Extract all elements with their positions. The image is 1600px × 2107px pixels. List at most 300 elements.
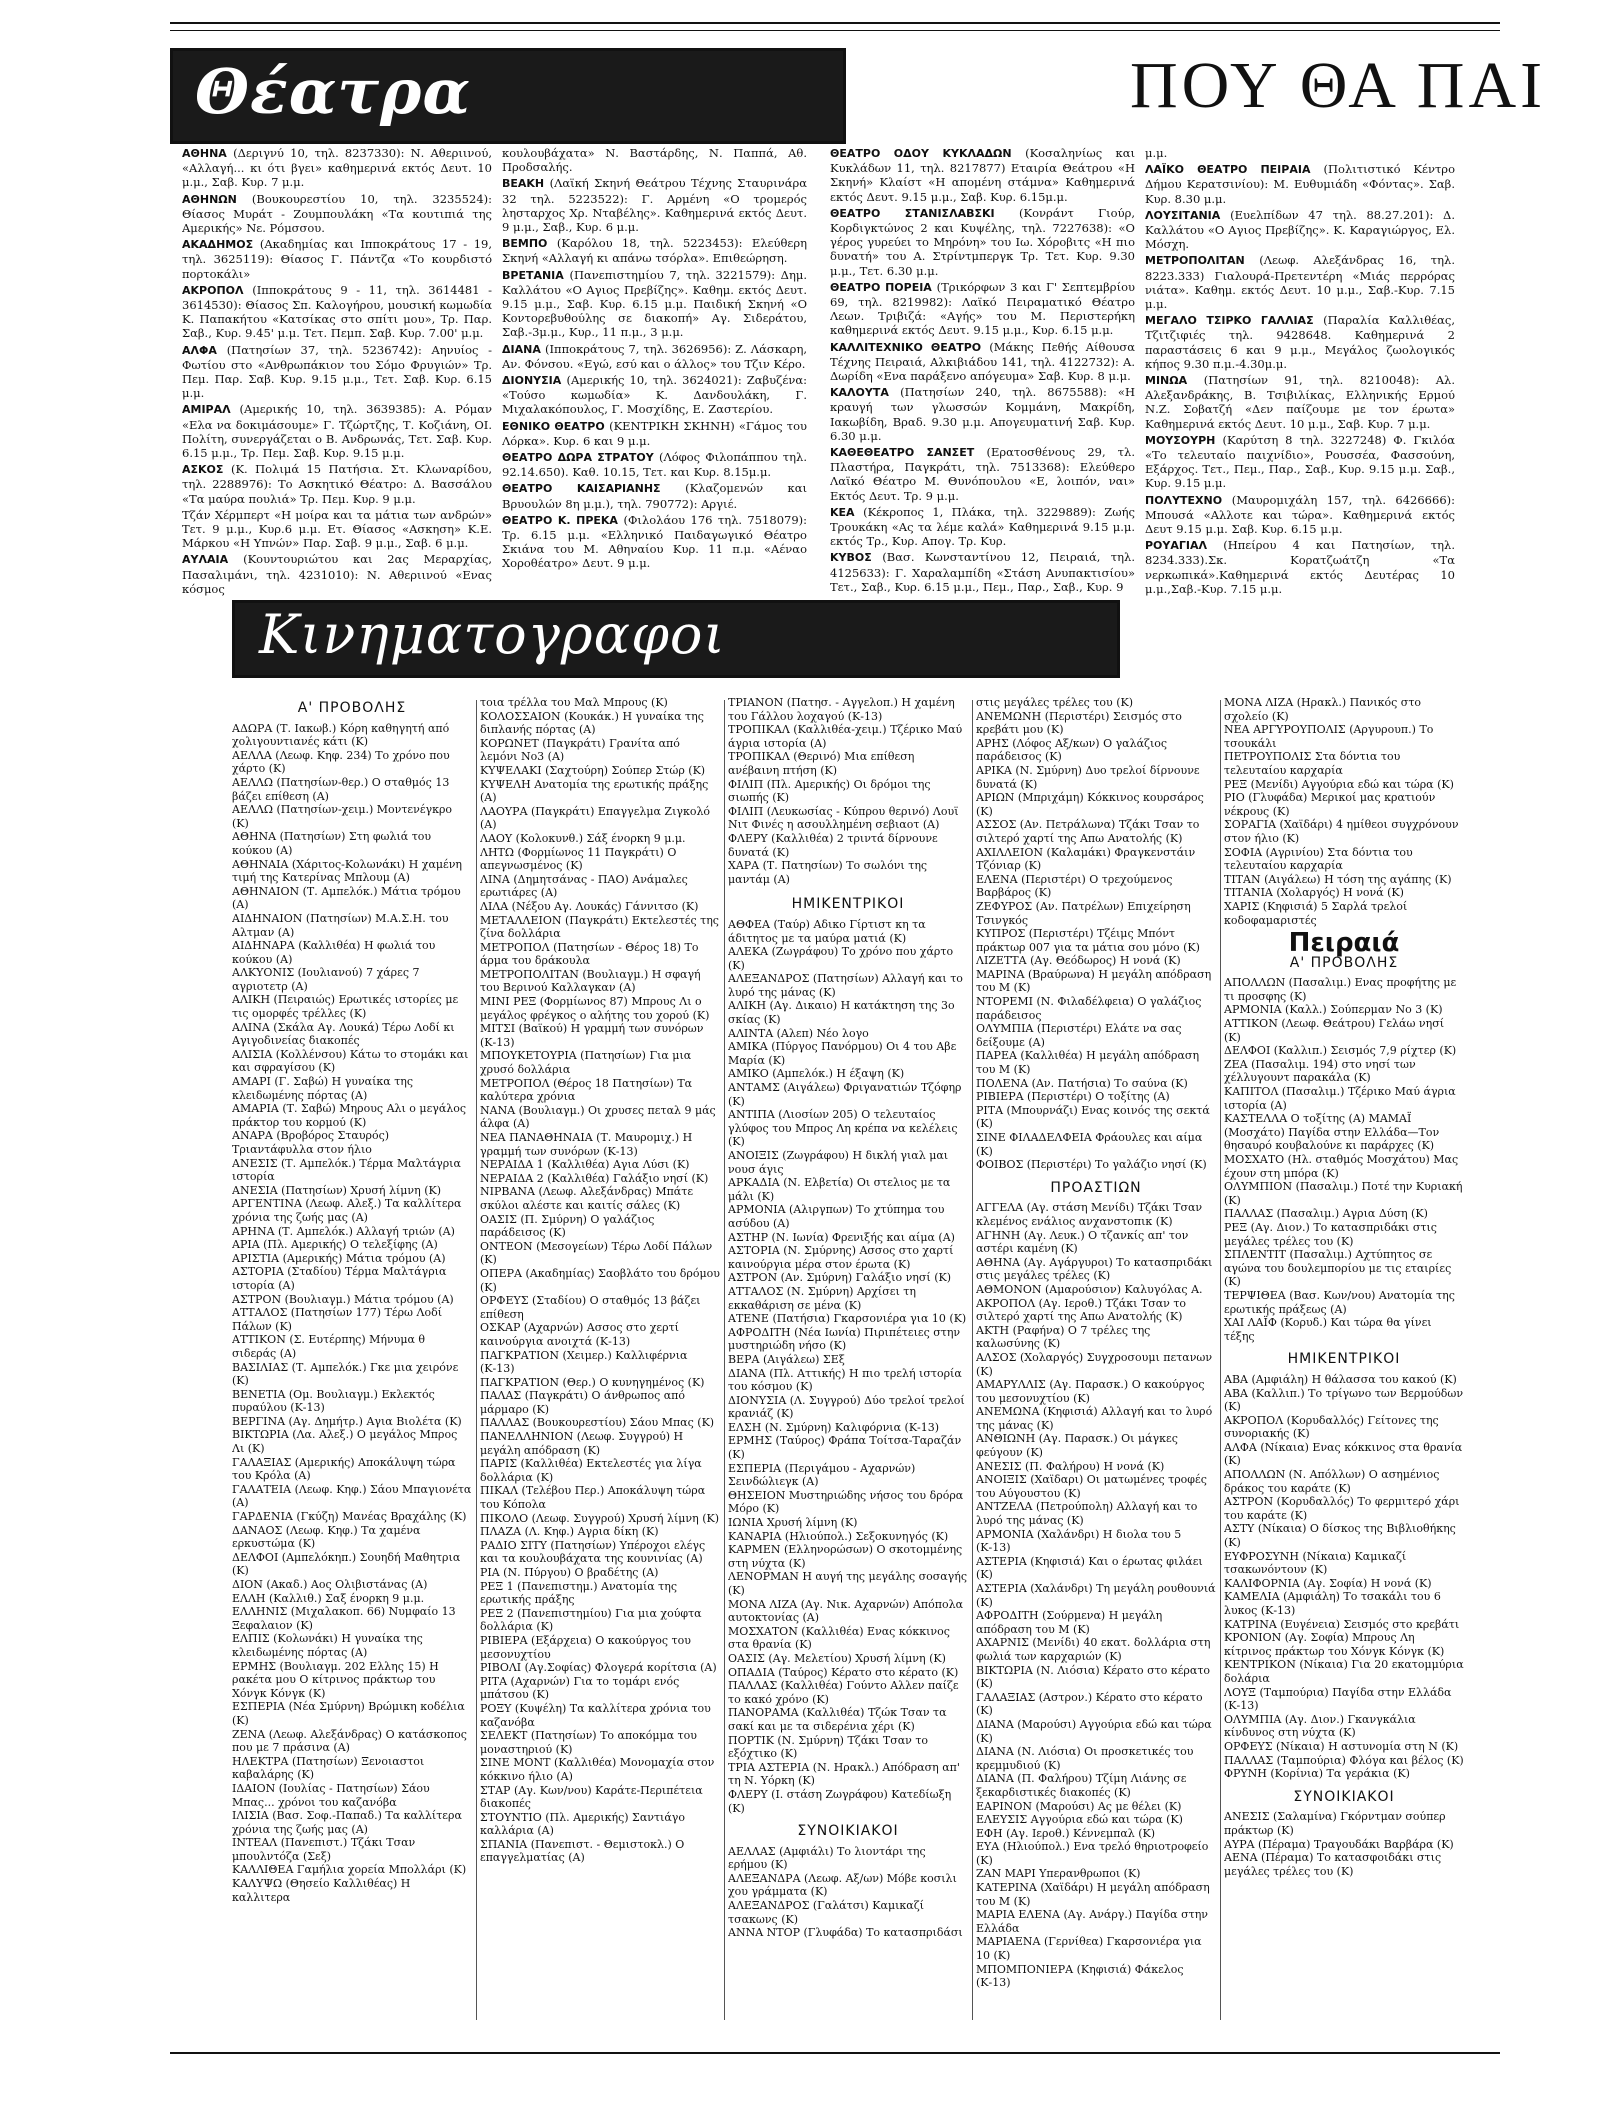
cinema-listing: ΟΑΣΙΣ (Π. Σμύρνη) Ο γαλάζιος παράδεισος (Κ)	[480, 1212, 655, 1240]
bottom-rule	[170, 2052, 1500, 2054]
theatre-details: (Βασ. Κωνσταντίνου 12, Πειραιά, τηλ. 4125633): Γ. Χαραλαμπίδη «Στάση Ανυπακτισίου» Τετ., Σαβ., Κυρ. 6.15 μ.μ., Πεμ., Παρ., Σαβ., Κυρ. 9	[830, 550, 1135, 594]
cinema-listing: ΜΕΤΑΛΛΕΙΟΝ (Παγκράτι) Εκτελεστές της ζίνα δολλάρια	[480, 913, 719, 941]
theatre-listing	[182, 283, 492, 341]
cinema-listing: ΒΙΚΤΩΡΙΑ (Ν. Λιόσια) Κέρατο στο κέρατο (Κ)	[976, 1663, 1211, 1691]
cinema-listing: ΑΠΟΛΛΩΝ (Ν. Απόλλων) Ο ασημένιος δράκος του καράτε (Κ)	[1224, 1468, 1440, 1495]
cinema-listing: ΠΑΡΕΑ (Καλλιθέα) Η μεγάλη απόδραση του Μ (Κ)	[976, 1049, 1200, 1077]
cinema-listing: ΝΙΡΒΑΝΑ (Λεωφ. Αλεξάνδρας) Μπάτε σκύλοι αλέστε και καιτίς σάλες (Κ)	[480, 1185, 694, 1212]
cinema-listing: ΣΙΝΕ ΜΟΝΤ (Καλλιθέα) Μονομαχία στον κόκκινο ήλιο (Α)	[480, 1756, 715, 1783]
cinema-listing: ΑΙΔΗΝΑΡΑ (Καλλιθέα) Η φωλιά του κούκου (Α)	[232, 939, 436, 966]
cinema-listing: ΝΕΑ ΑΡΓΥΡΟΥΠΟΛΙΣ (Αργυρουπ.) Το τσουκάλι	[1224, 723, 1434, 750]
cinema-listing: ΑΜΙΚΑ (Πύργος Πανόρμου) Οι 4 του Αβε Μαρία (Κ)	[728, 1040, 957, 1067]
cinema-listing: ΤΡΟΠΙΚΑΛ (Θερινό) Μια επίθεση ανέβαινη πτήση (Κ)	[728, 750, 915, 777]
cinema-listing: ΑΧΙΛΛΕΙΟΝ (Καλαμάκι) Φραγκενστάιν Τζόνιαρ (Κ)	[976, 845, 1196, 873]
cinema-listing: ΕΛΛΗ (Καλλιθ.) Σαξ ένορκη 9 μ.μ.	[232, 1591, 425, 1605]
theatre-details: (Πατησίων 37, τηλ. 5236742): Αηνυίος - Φωτίου στο «Ανθρωπάκιον του Σόμο Φρυγιών» Τρ. Πεμ. Παρ. Σαβ. Κυρ. 9.15 μ.μ., Τετ. Σαβ. Κυρ. 6.15 μ.μ.	[182, 342, 492, 401]
cinema-listing: ΑΣΤΕΡΙΑ (Κηφισιά) Και ο έρωτας φιλάει (Κ)	[976, 1554, 1203, 1582]
cinema-listing: ΝΕΑ ΠΑΝΑΘΗΝΑΙΑ (Τ. Μαυρομιχ.) Η γραμμή των συνόρων (Κ-13)	[480, 1131, 693, 1158]
theatre-name: ΑΚΑΔΗΜΟΣ	[182, 238, 260, 252]
cinema-listing: ΡΙΒΙΕΡΑ (Περιστέρι) Ο τοξίτης (Α)	[976, 1090, 1170, 1104]
cinema-listing: ΧΑΙ ΛΑΪΦ (Κορυδ.) Και τώρα θα γίνει τέξης	[1224, 1316, 1432, 1343]
cinema-listing: ΖΕΝΑ (Λεωφ. Αλεξάνδρας) Ο κατάσκοπος που με 7 πράσινα (Α)	[232, 1727, 467, 1755]
theatre-details: (Παραλία Καλλιθέας, Τζιτζιφιές τηλ. 9428648. Καθημερινά 2 παραστάσεις 6 και 9 μ.μ., Μεγάλος ζωολογικός κήπος 9.30 π.μ.-4.30μ.μ.	[1145, 313, 1455, 371]
cinema-listing: ΑΚΡΟΠΟΛ (Αγ. Ιεροθ.) Τζάκι Τσαν το σιλτερό χαρτί της Απω Ανατολής (Κ)	[976, 1296, 1187, 1324]
cinema-listing: ΑΓΗΝΗ (Αγ. Λευκ.) Ο τζανκίς απ' τον αστέρι καμένη (Κ)	[976, 1228, 1189, 1256]
cinema-listing: ΑΝΘΙΩΝΗ (Αγ. Παρασκ.) Οι μάγκες φεύγουν (Κ)	[976, 1432, 1178, 1460]
cinema-listing: ΗΛΕΚΤΡΑ (Πατησίων) Ξενοιαστοι καβαλάρης (Κ)	[232, 1754, 425, 1782]
cinema-listing: ΣΤΟΥΝΤΙΟ (Πλ. Αμερικής) Σαντιάγο καλλάρια (Α)	[480, 1810, 685, 1838]
theatre-details: (Καρύτση 8 τηλ. 3227248) Φ. Γκιλόα «Το τελευταίο παιχνίδιο», Ρουσσέα, Φασσούνη, Εξάρχος. Τετ., Πεμ., Παρ., Σαβ., Κυρ. 9.15 μ.μ. Σαβ., Κυρ. 9.15 μ.μ.	[1145, 432, 1455, 491]
cinema-listing: ΛΙΛΑ (Νέξου Αγ. Λουκάς) Γάννιτσο (Κ)	[480, 899, 699, 913]
cinema-listing: ΑΛΕΞΑΝΔΡΑ (Λεωφ. Αξ/ων) Μόβε κοσιλι χου γράμματα (Κ)	[728, 1871, 957, 1899]
theatre-name: ΚΕΑ	[830, 505, 864, 519]
theatre-details: (Λεωφ. Αλεξάνδρας 16, τηλ. 8223.333) Γιαλουρά-Πρετεντέρη «Μιάς περρόρας νιάτα». Καθημ. εκτός Δευτ. 10 μ.μ., Σαβ.-Κυρ. 7.15 μ.μ.	[1145, 253, 1455, 312]
theatre-name: ΘΕΑΤΡΟ ΚΑΙΣΑΡΙΑΝΗΣ	[502, 482, 686, 496]
theatre-listing	[830, 550, 1135, 594]
theatre-details: (Ακαδημίας και Ιπποκράτους 17 - 19, τηλ. 3625119): Θίασος Γ. Πάντζα «Το κουρδιστό πορτοκάλι»	[182, 237, 492, 281]
cinema-listing: ΟΠΕΡΑ (Ακαδημίας) Σαοβλάτο του δρόμου (Κ)	[480, 1266, 720, 1294]
theatre-listing	[1145, 538, 1455, 596]
theatre-name: ΑΥΛΑΙΑ	[182, 553, 244, 567]
cinema-listing: ΚΑΤΡΙΝΑ (Ευγένεια) Σεισμός στο κρεβάτι	[1224, 1617, 1460, 1631]
cinema-listing: ΡΙΑ (Ν. Πύργου) Ο βραδέτης (Α)	[480, 1566, 659, 1579]
cinema-listing: ΑΘΗΝΑΙΟΝ (Τ. Αμπελόκ.) Μάτια τρόμου (Α)	[232, 884, 461, 912]
cinema-listing: ΡΕΞ 1 (Πανεπιστημ.) Ανατομία της ερωτικής πράξης	[480, 1579, 678, 1607]
cinema-listing: ΓΑΛΑΞΙΑΣ (Αμερικής) Αποκάλυψη τώρα του Κρόλα (Α)	[232, 1455, 456, 1483]
cinema-listing: ΑΕΛΛΩ (Πατησίων-χειμ.) Μοντενέγκρο (Κ)	[232, 803, 453, 830]
cinema-listing: ΑΒΑ (Αμφιάλη) Η θάλασσα του κακού (Κ)	[1224, 1372, 1457, 1386]
cinema-listing: ΑΣΤΕΡΙΑ (Χαλάνδρι) Τη μεγάλη ρουθουνιά (Κ)	[976, 1582, 1216, 1609]
cinema-listing: ΑΝΟΙΞΙΣ (Ζωγράφου) Η δικλή γιαλ μαι νουσ άγις	[728, 1149, 949, 1176]
cinema-listing: ΑΒΑ (Καλλιπ.) Το τρίγωνο των Βερμούδων (Κ)	[1224, 1386, 1464, 1414]
cinema-listing: ΑΣΤΟΡΙΑ (Σταδίου) Τέρμα Μαλτάγρια ιστορία (Α)	[232, 1265, 447, 1292]
cinema-listing: ΑΡΗΣ (Λόφος Αξ/κων) Ο γαλάζιος παράδεισος (Κ)	[976, 736, 1168, 764]
cinema-listing: ΡΙΒΙΕΡΑ (Εξάρχεια) Ο κακούργος του μεσονυχτίου	[480, 1633, 691, 1661]
theatre-details: (Πατησίων 91, τηλ. 8210048): Αλ. Αλεξανδράκης, Β. Τσιβιλίκας, Ελληνικής Ερμού Ν.Ζ. Σοβατζή «Δεν παίζουμε με τον έρωτα» Καθημερινά εκτός Δευτ. 10 μ.μ., Σαβ. Κυρ. 7 μ.μ.	[1145, 373, 1455, 431]
column-divider	[972, 700, 973, 2020]
cinema-listing: ΑΘΦΕΑ (Ταύρ) Αδικο Γίρτιστ κη τα άδιτητος με τα μαύρα ματιά (Κ)	[728, 917, 926, 945]
theatre-name: ΔΙΟΝΥΣΙΑ	[502, 374, 567, 388]
cinema-listing: ΔΙΑΝΑ (Ν. Λιόσια) Οι προσκετικές του κρεμμυδιού (Κ)	[976, 1745, 1194, 1772]
section-heading: ΠΡΟΑΣΤΙΩΝ	[1050, 1179, 1142, 1196]
cinema-listing: ΑΦΡΟΔΙΤΗ (Νέα Ιωνία) Πιριπέτειες στην μυστηριώδη νήσο (Κ)	[728, 1325, 961, 1353]
section-heading: Α' ΠΡΟΒΟΛΗΣ	[297, 700, 407, 716]
theatre-listing	[502, 373, 807, 417]
theatres-banner	[170, 48, 846, 144]
cinema-listing: ΑΡΜΟΝΙΑ (Χαλάνδρι) Η διολα του 5 (Κ-13)	[976, 1527, 1182, 1555]
cinema-listing: ΑΝΤΖΕΛΑ (Πετρούπολη) Αλλαγή και το λυρό της μάνας (Κ)	[976, 1500, 1198, 1528]
cinema-listing: ΑΥΡΑ (Πέραμα) Τραγουδάκι Βαρβάρα (Κ)	[1224, 1837, 1454, 1851]
cinema-listing: ΛΕΝΟΡΜΑΝ Η αυγή της μεγάλης σοσαγής (Κ)	[728, 1570, 968, 1597]
cinema-listing: ΑΡΙΣΤΙΑ (Αμερικής) Μάτια τρόμου (Α)	[232, 1251, 446, 1265]
cinema-listing: ΑΣΣΟΣ (Αν. Πετράλωνα) Τζάκι Τσαν το σιλτερό χαρτί της Απω Ανατολής (Κ)	[976, 818, 1200, 845]
theatre-name: ΚΑΛΛΙΤΕΧΝΙΚΟ ΘΕΑΤΡΟ	[830, 340, 990, 354]
theatre-name: ΜΟΥΣΟΥΡΗ	[1145, 433, 1223, 447]
cinema-listing: ΠΑΓΚΡΑΤΙΟΝ (Χειμερ.) Καλλιφέρνια (Κ-13)	[480, 1348, 688, 1376]
cinema-listing: ΚΑΡΜΕΝ (Ελληνορώσων) Ο σκοτομμένης στη νύχτα (Κ)	[728, 1543, 963, 1570]
top-rule-thin	[170, 30, 1500, 31]
theatre-listing	[502, 146, 807, 174]
cinema-listing: ΑΝΕΣΙΑ (Πατησίων) Χρυσή λίμνη (Κ)	[232, 1183, 442, 1197]
cinema-listing: ΤΡΙΑΝΟΝ (Πατησ. - Αγγελοπ.) Η χαμένη του Γάλλου λοχαγού (Κ-13)	[728, 696, 955, 723]
cinema-listing: ΑΚΤΗ (Ραφήνα) Ο 7 τρέλες της καλωσύνης (Κ)	[976, 1323, 1151, 1351]
cinema-listing: ΒΕΝΕΤΙΑ (Ομ. Βουλιαγμ.) Εκλεκτός πυραύλου (Κ-13)	[232, 1387, 435, 1415]
cinema-listing: ΦΛΕΡΥ (Καλλιθέα) 2 τριντά δίρνουνε δυνατά (Κ)	[728, 831, 938, 859]
cinema-listing: ΕΛΛΗΝΙΣ (Μιχαλακοπ. 66) Νυμφαίο 13 Ξεφαλαιον (Κ)	[232, 1605, 456, 1632]
cinema-listing: ΠΑΛΛΑΣ (Βουκουρεστίου) Σάου Μπας (Κ)	[480, 1416, 715, 1430]
theatre-listing	[182, 552, 492, 596]
cinema-listing: ΑΤΤΙΚΟΝ (Λεωφ. Θεάτρου) Γελάω νησί (Κ)	[1224, 1017, 1445, 1044]
cinema-listing: ΚΕΝΤΡΙΚΟΝ (Νίκαια) Για 20 εκατομμύρια δολάρια	[1224, 1658, 1464, 1685]
theatre-listing	[502, 236, 807, 265]
cinema-listing: ΑΝΕΣΙΣ (Τ. Αμπελόκ.) Τέρμα Μαλτάγρια ιστορία	[232, 1156, 461, 1184]
theatre-name: ΘΕΑΤΡΟ ΠΟΡΕΙΑ	[830, 280, 937, 294]
cinema-listing: ΑΕΛΛΩ (Πατησίων-θερ.) Ο σταθμός 13 βάζει επίθεση (Α)	[232, 775, 450, 803]
section-heading: ΣΥΝΟΙΚΙΑΚΟΙ	[1293, 1788, 1395, 1805]
cinema-listing: ΣΠΛΕΝΤΙΤ (Πασαλιμ.) Αχτύπητος σε αγώνα του δουλεμπορίου με τις εταιρίες (Κ)	[1224, 1248, 1452, 1289]
cinema-listing: ΝΤΟΡΕΜΙ (Ν. Φιλαδέλφεια) Ο γαλάζιος παράδεισος	[976, 995, 1202, 1022]
theatre-details: (Φιλολάου 176 τηλ. 7518079): Τρ. 6.15 μ.μ. «Ελληνικό Παιδαγωγικό Θέατρο Σκιάνα του Μ. Αθηναίου Κυρ. 11 π.μ. «Αέναο Χοροθέατρο» Δευτ. 9 μ.μ.	[502, 512, 807, 571]
cinema-listing: ΑΝΑΡΑ (Βροβόρος Σταυρός) Τριαντάφυλλα στον ήλιο	[232, 1129, 390, 1156]
theatre-listing	[502, 481, 807, 510]
cinema-listing: ΖΑΝ ΜΑΡΙ Υπερανθρωποι (Κ)	[976, 1867, 1141, 1881]
cinema-listing: ΠΛΑΖΑ (Λ. Κηφ.) Αγρια δίκη (Κ)	[480, 1525, 659, 1539]
theatre-details: (Δεριγνύ 10, τηλ. 8237330): Ν. Αθεριινού, «Αλλαγή... κι ότι βγει» καθημερινά εκτός Δευτ. 10 μ.μ., Σαβ. Κυρ. 7 μ.μ.	[182, 146, 492, 190]
cinema-listing: ΑΣΤΥ (Νίκαια) Ο δίσκος της Βιβλιοθήκης (Κ)	[1224, 1522, 1456, 1550]
cinema-listing: ΠΕΤΡΟΥΠΟΛΙΣ Στα δόντια του τελευταίου καρχαρία	[1224, 750, 1401, 777]
cinema-listing: ΑΝΤΙΠΑ (Λιοσίων 205) Ο τελευταίος γλύφος του Μπρος Λη κρέπα να κελέλεις (Κ)	[728, 1108, 958, 1149]
cinema-listing: ΝΑΝΑ (Βουλιαγμ.) Οι χρυσες πεταλ 9 μάς άλφα (Α)	[480, 1103, 716, 1131]
cinema-listing: ΑΣΤΡΟΝ (Αν. Σμύρνη) Γαλάξιο νησί (Κ)	[728, 1271, 952, 1285]
theatre-details: (Λόφος Φιλοπάππου τηλ. 92.14.650). Καθ. 10.15, Τετ. και Κυρ. 8.15μ.μ.	[502, 450, 807, 480]
cinemas-column-2	[480, 696, 720, 2031]
cinema-listing: ΦΡΥΝΗ (Κορίνια) Τα γεράκια (Κ)	[1224, 1767, 1410, 1781]
cinema-listing: ΑΛΦΑ (Νίκαια) Ενας κόκκινος στα θρανία (Κ)	[1224, 1440, 1463, 1468]
cinema-listing: ΤΡΟΠΙΚΑΛ (Καλλιθέα-χειμ.) Τζέρικο Μαύ άγρια ιστορία (Α)	[728, 723, 963, 750]
cinema-listing: ΡΙΤΑ (Αχαρνών) Για το τομάρι ενός μπάτσου (Κ)	[480, 1674, 680, 1702]
cinema-listing: ΠΑΓΚΡΑΤΙΟΝ (Θερ.) Ο κυνηγημένος (Κ)	[480, 1375, 705, 1389]
cinema-listing: ΙΛΙΣΙΑ (Βασ. Σοφ.-Παπαδ.) Τα καλλίτερα χρόνια της ζωής μας (Α)	[232, 1809, 462, 1836]
cinema-listing: ΘΗΣΕΙΟΝ Μυστηριώδης νήσος του δρόρα Μόρο (Κ)	[728, 1488, 964, 1516]
theatre-details: (Κλαζομενών και Βρυουλών 8η μ.μ.), τηλ. 790772): Αργιέ.	[502, 481, 807, 511]
cinema-listing: ΙΔΑΙΟΝ (Ιουλίας - Πατησίων) Σάου Μπας... χρόνοι του καζανόβα	[232, 1781, 430, 1809]
cinema-listing: ΜΟΝΑ ΛΙΖΑ (Αγ. Νικ. Αχαρνών) Απόπολα αυτοκτονίας (Α)	[728, 1597, 964, 1625]
theatre-details: (Λαϊκή Σκηνή Θεάτρου Τέχνης Σταυρινάρα 32 τηλ. 5223522): Γ. Αρμένη «Ο τρομερός λησταρχος Χρ. Νταβέλης». Καθημερινά εκτός Δευτ. 9 μ.μ., Σαβ., Κυρ. 6 μ.μ.	[502, 176, 807, 235]
cinema-listing: ΒΑΣΙΛΙΑΣ (Τ. Αμπελόκ.) Γκε μια χειρόνε (Κ)	[232, 1360, 459, 1388]
cinema-listing: ΚΑΠΙΤΟΛ (Πασαλιμ.) Τζέρικο Μαύ άγρια ιστορία (Α)	[1224, 1085, 1456, 1112]
theatres-column-4	[1145, 146, 1455, 686]
cinema-listing: ΚΥΨΕΛΗ Ανατομία της ερωτικής πράξης (Α)	[480, 777, 709, 805]
cinema-listing: ΑΝΕΣΙΣ (Π. Φαλήρου) Η νονά (Κ)	[976, 1459, 1165, 1473]
cinema-listing: ΑΝΕΜΩΝΑ (Κηφισιά) Αλλαγή και το λυρό της μάνας (Κ)	[976, 1405, 1213, 1432]
cinema-listing: ΑΜΑΡΥΛΛΙΣ (Αγ. Παρασκ.) Ο κακούργος του μεσονυχτίου (Κ)	[976, 1378, 1205, 1405]
theatre-listing	[182, 462, 492, 506]
theatre-listing	[182, 343, 492, 401]
theatre-details: (Κ. Πολιμά 15 Πατήσια. Στ. Κλωναρίδου, τηλ. 2288976): Το Ασκητικό Θέατρο: Δ. Βασσάλου «Τα μαύρα πουλιά» Τρ. Πεμ. Κυρ. 9 μ.μ.	[182, 462, 492, 506]
cinema-listing: ΡΙΟ (Γλυφάδα) Μερικοί μας κρατιούν νέκρους (Κ)	[1224, 791, 1436, 818]
cinema-listing: ΑΣΤΡΟΝ (Κορυδαλλός) Το φερμιτερό χάρι του καράτε (Κ)	[1224, 1495, 1460, 1522]
cinema-listing: ΑΛΕΞΑΝΔΡΟΣ (Πατησίων) Αλλαγή και το λυρό της μάνας (Κ)	[728, 972, 963, 999]
section-heading: ΗΜΙΚΕΝΤΡΙΚΟΙ	[791, 896, 905, 913]
cinema-listing: ΠΑΛΛΑΣ (Ταμπούρια) Φλόγα και βέλος (Κ)	[1224, 1753, 1464, 1767]
cinema-listing: ΤΕΡΨΙΘΕΑ (Βασ. Κων/νου) Ανατομία της ερωτικής πράξεως (Α)	[1224, 1288, 1455, 1316]
theatre-details: (Αμερικής 10, τηλ. 3639385): Α. Ρόμαν «Ελα να δοκιμάσουμε» Γ. Τζώρτζης, Τ. Κοζιάνη, ΟΙ. Πολίτη, συνεργάζεται ο Β. Ανδρωνάς, Τετ. Σαβ. Κυρ. 6.15 μ.μ., Τρ. Πεμ. Σαβ. Κυρ. 9.15 μ.μ.	[182, 402, 492, 461]
theatre-details: (Ερατοσθένους 29, τλ. Πλαστήρα, Παγκράτι, τηλ. 7513368): Ελεύθερο Λαϊκό Θέατρο Μ. Θυνόπουλου «Ε, λοιπόν, ναι» Εκτός Δευτ. Τρ. 9 μ.μ.	[830, 445, 1135, 503]
cinema-listing: ΑΛΙΝΤΑ (Αλεπ) Νέο λογο	[728, 1026, 869, 1040]
cinema-listing: ΡΟΞΥ (Κυψέλη) Τα καλλίτερα χρόνια του καζανόβα	[480, 1701, 711, 1729]
cinema-listing: ΑΛΚΥΟΝΙΣ (Ιουλιανού) 7 χάρες 7 αγριοτετρ (Α)	[232, 966, 420, 993]
cinema-listing: ΕΛΕΥΣΙΣ Αγγούρια εδώ και τώρα (Κ)	[976, 1813, 1183, 1827]
cinema-listing: ΣΟΡΑΓΙΑ (Χαϊδάρι) 4 ημίθεοι συγχρόνουν στον ήλιο (Κ)	[1224, 818, 1459, 845]
cinema-listing: ΕΡΜΗΣ (Ταύρος) Φράπα Τοίτσα-Ταραζάν (Κ)	[728, 1434, 962, 1462]
theatre-name: ΘΕΑΤΡΟ ΣΤΑΝΙΣΛΑΒΣΚΙ	[830, 206, 1020, 220]
theatre-listing	[182, 402, 492, 460]
theatre-name: ΚΑΘΕΘΕΑΤΡΟ ΣΑΝΣΕΤ	[830, 446, 987, 460]
cinema-listing: ΙΩΝΙΑ Χρυσή λίμνη (Κ)	[728, 1516, 858, 1530]
cinema-listing: ΑΛΕΚΑ (Ζωγράφου) Το χρόνο που χάρτο (Κ)	[728, 945, 954, 972]
theatre-name: ΜΙΝΩΑ	[1145, 374, 1204, 388]
cinema-listing: ΟΡΦΕΥΣ (Σταδίου) Ο σταθμός 13 βάζει επίθεση	[480, 1294, 701, 1321]
theatre-details: (Μαυρομιχάλη 157, τηλ. 6426666): Μπουσά «Αλλοτε και τώρα». Καθημερινά εκτός Δευτ 9.15 μ.μ. Σαβ. Κυρ. 6.15 μ.μ.	[1145, 492, 1455, 537]
cinema-listing: ΡΙΤΑ (Μπουρνάζι) Ενας κοινός της σεκτά (Κ)	[976, 1103, 1210, 1131]
cinema-listing: ΟΡΦΕΥΣ (Νίκαια) Η αστυνομία στη Ν (Κ)	[1224, 1739, 1459, 1753]
theatre-name: ΔΙΑΝΑ	[502, 342, 545, 356]
cinema-listing: ΒΙΚΤΩΡΙΑ (Λα. Αλεξ.) Ο μεγάλος Μπρος Λι (Κ)	[232, 1428, 458, 1456]
theatre-listing	[830, 280, 1135, 338]
cinema-listing: ΧΑΡΙΣ (Κηφισιά) 5 Σαρλά τρελοί κοδοφαμαριστές	[1224, 899, 1408, 927]
cinema-listing: ΑΣΤΟΡΙΑ (Ν. Σμύρνης) Ασσος στο χαρτί καινούργια μέρα στον έρωτα (Κ)	[728, 1244, 954, 1271]
theatre-name: ΑΘΗΝΑ	[182, 147, 234, 160]
cinema-listing: ΦΛΕΡΥ (Ι. στάση Ζωγράφου) Κατεδίωξη (Κ)	[728, 1787, 952, 1815]
theatre-details: (Τρικόρφων 3 και Γ' Σεπτεμβρίου 69, τηλ. 8219982): Λαϊκό Πειραματικό Θέατρο Λεων. Τριβιζά: «Αγής» του Μ. Περιστερήκη καθημερινά εκτός Δευτ. 9.15 μ.μ., Κυρ. 6.15 μ.μ.	[830, 279, 1135, 338]
cinemas-column-5	[1224, 696, 1464, 2031]
cinema-listing: ΠΑΛΛΑΣ (Καλλιθέα) Γούντο Αλλεν παίζε το κακό χρόνο (Κ)	[728, 1679, 959, 1706]
theatre-listing	[830, 505, 1135, 549]
cinema-listing: ΡΕΞ (Μενίδι) Αγγούρια εδώ και τώρα (Κ)	[1224, 777, 1454, 791]
cinema-listing: ΒΕΡΓΙΝΑ (Αγ. Δημήτρ.) Αγια Βιολέτα (Κ)	[232, 1414, 462, 1428]
cinema-listing: ΚΑΛΛΙΘΕΑ Γαμήλια χορεία Μπολλάρι (Κ)	[232, 1863, 467, 1877]
cinema-listing: ΜΠΟΜΠΟΝΙΕΡΑ (Κηφισιά) Φάκελος (Κ-13)	[976, 1962, 1184, 1990]
theatre-details: (Πανεπιστημίου 7, τηλ. 3221579): Δημ. Καλλάτου «Ο Αγιος Πρεβίζης». Καθημ. εκτός Δευτ. 9.15 μ.μ., Σαβ. Κυρ. 6.15 μ.μ. Παιδική Σκηνή «Ο Κοντορεβυθούλης σε διακοπή» Αγ. Σιδεράτου, Σαβ.-3μ.μ., Κυρ., 11 π.μ., 3 μ.μ.	[502, 267, 807, 340]
cinema-listing: ΑΛΣΟΣ (Χολαργός) Συγχροσουμι πετανων (Κ)	[976, 1350, 1213, 1378]
cinema-listing: ΕΡΜΗΣ (Βουλιαγμ. 202 Ελλης 15) Η ρακέτα μου Ο κίτρινος πράκτωρ του Χόνγκ Κόνγκ (Κ)	[232, 1659, 439, 1700]
theatre-listing	[502, 342, 807, 371]
theatre-details: Τζάν Χέρμπερτ «Η μοίρα και τα μάτια των ανδρών» Τετ. 9 μ.μ., Κυρ.6 μ.μ. Ετ. Θίασος «Ασκηση» Κ.Ε. Μάρκου «Η Υπνών» Παρ. Σαβ. 9 μ.μ., Σαβ. 6 μ.μ.	[182, 507, 492, 551]
theatre-name: ΑΚΡΟΠΟΛ	[182, 283, 253, 297]
cinema-listing: ΖΕΦΥΡΟΣ (Αν. Πατρέλων) Επιχείρηση Τσινγκός	[976, 899, 1191, 927]
cinema-listing: ΑΜΑΡΙΑ (Τ. Σαβώ) Μηρους Αλι ο μεγάλος πράκτορ του κορμού (Κ)	[232, 1102, 467, 1129]
theatre-listing	[830, 206, 1135, 278]
cinema-listing: ΑΡΙΚΑ (Ν. Σμύρνη) Δυο τρελοί δίρνουνε δυνατά (Κ)	[976, 763, 1200, 791]
theatre-details: (Κοσαληνίως και Κυκλάδων 11, τηλ. 8217877) Εταιρία Θεάτρου «Η Σκηνή» Κλαίστ «Η απομένη στάμνα» Καθημερινά εκτός Δευτ. 9.15 μ.μ., Σαβ. Κυρ. 6.15μ.μ.	[830, 146, 1135, 204]
cinema-listing: ΑΣΤΗΡ (Ν. Ιωνία) Φρενιξής και αίμα (Α)	[728, 1230, 955, 1244]
cinema-listing: ΑΔΩΡΑ (Τ. Ιακωβ.) Κόρη καθηγητή από χολιγουντιανές κάτι (Κ)	[232, 721, 450, 749]
cinema-listing: ΟΑΣΙΣ (Αγ. Μελετίου) Χρυσή λίμνη (Κ)	[728, 1651, 946, 1665]
section-heading: ΣΥΝΟΙΚΙΑΚΟΙ	[797, 1823, 899, 1840]
column-divider	[1220, 700, 1221, 2020]
cinema-listing: ΤΙΤΑΝΙΑ (Χολαργός) Η νονά (Κ)	[1224, 886, 1404, 900]
theatre-details: (Πολιτιστικό Κέντρο Δήμου Κερατσινίου): Μ. Ευθυμιάδη «Φόντας». Σαβ. Κυρ. 8.30 μ.μ.	[1145, 162, 1455, 206]
cinema-listing: ΑΘΗΝΑ (Πατησίων) Στη φωλιά του κούκου (Α)	[232, 830, 432, 857]
cinema-listing: ΤΙΤΑΝ (Αιγάλεω) Η τόση της αγάπης (Κ)	[1224, 872, 1452, 886]
cinema-listing: ΛΑΟΥ (Κολοκυνθ.) Σάξ ένορκη 9 μ.μ.	[480, 831, 686, 845]
theatre-listing	[182, 508, 492, 551]
column-divider	[724, 700, 725, 2020]
cinema-listing: ΑΡΙΩΝ (Μπριχάμη) Κόκκινος κουρσάρος (Κ)	[976, 791, 1204, 818]
cinema-listing: ΚΥΨΕΛΑΚΙ (Σαχτούρη) Σούπερ Στώρ (Κ)	[480, 763, 706, 777]
cinema-listing: ΕΛΠΙΣ (Κολωνάκι) Η γυναίκα της κλειδωμένης πόρτας (Α)	[232, 1632, 423, 1659]
theatre-listing	[830, 445, 1135, 503]
theatre-name: ΘΕΑΤΡΟ ΔΩΡΑ ΣΤΡΑΤΟΥ	[502, 451, 659, 465]
cinema-listing: ΑΜΙΚΟ (Αμπελόκ.) Η έξαψη (Κ)	[728, 1067, 905, 1081]
cinema-listing: ΡΕΞ 2 (Πανεπιστημίου) Για μια χούφτα δολλάρια (Κ)	[480, 1606, 702, 1634]
cinema-listing: ΑΛΙΝΑ (Σκάλα Αγ. Λουκά) Τέρω Λοδί κι Αγιγοδινείας διακοπές	[232, 1020, 455, 1048]
cinema-listing: ΑΜΑΡΙ (Γ. Σαβώ) Η γυναίκα της κλειδωμένης πόρτας (Α)	[232, 1075, 414, 1102]
cinema-listing: ΑΘΗΝΑ (Αγ. Αγάργυροι) Το κατασπριδάκι στις μεγάλες τρέλες (Κ)	[976, 1255, 1213, 1283]
cinemas-title: Κινηματογραφοι	[259, 603, 726, 666]
top-rule	[170, 22, 1500, 24]
cinema-listing: ΑΝΕΣΙΣ (Σαλαμίνα) Γκόρντμαν σούπερ πράκτωρ (Κ)	[1224, 1810, 1446, 1837]
cinema-listing: ΝΕΡΑΙΔΑ 2 (Καλλιθέα) Γαλάξιο νησί (Κ)	[480, 1171, 709, 1185]
theatre-listing	[502, 176, 807, 234]
theatre-name: ΠΟΛΥΤΕΧΝΟ	[1145, 493, 1232, 507]
cinema-listing: ΛΙΖΕΤΤΑ (Αγ. Θεόδωρος) Η νονά (Κ)	[976, 954, 1181, 968]
theatre-details: (Πατησίων 240, τηλ. 8675588): «Η κραυγή των γλωσσών Κομμάνη, Μακρίδη, Ιακωβίδη, Βραδ. 9.30 μ.μ. Απογευματινή Σαβ. Κυρ. 6.30 μ.μ.	[830, 385, 1135, 443]
theatre-listing	[1145, 208, 1455, 252]
cinema-listing: ΒΕΡΑ (Αιγάλεω) ΣΕξ	[728, 1352, 845, 1366]
cinema-listing: ΑΡΜΟΝΙΑ (Αλιργπων) Το χτύπημα του ασύδου (Α)	[728, 1203, 945, 1230]
cinema-listing: ΑΤΕΝΕ (Πατήσια) Γκαρσονιέρα για 10 (Κ)	[728, 1312, 967, 1326]
cinema-listing: ΜΑΡΙΝΑ (Βραύρωνα) Η μεγάλη απόδραση του Μ (Κ)	[976, 967, 1212, 995]
cinema-listing: ΚΡΟΝΙΟΝ (Αγ. Σοφία) Μπρους Λη κίτρινος πράκτωρ του Χόνγκ Κόνγκ (Κ)	[1224, 1631, 1445, 1658]
cinema-listing: ΕΥΦΡΟΣΥΝΗ (Νίκαια) Καμικαζί τσακωνόντουν (Κ)	[1224, 1549, 1407, 1577]
theatre-listing	[830, 146, 1135, 204]
cinema-listing: ΕΥΑ (Ηλιούπολ.) Ενα τρελό θηριοτροφείο (Κ)	[976, 1840, 1209, 1867]
cinema-listing: ΛΙΝΑ (Δημητσάνας - ΠΑΟ) Ανάμαλες ερωτιάρες (Α)	[480, 872, 688, 900]
cinema-listing: ΜΑΡΙΑ ΕΛΕΝΑ (Αγ. Ανάργ.) Παγίδα στην Ελλάδα	[976, 1908, 1208, 1935]
cinemas-banner	[232, 600, 1120, 678]
theatre-details: μ.μ.	[1145, 146, 1168, 160]
cinema-listing: ΔΕΛΦΟΙ (Καλλιπ.) Σεισμός 7,9 ρίχτερ (Κ)	[1224, 1044, 1457, 1058]
cinema-listing: ΔΙΑΝΑ (Μαρούσι) Αγγούρια εδώ και τώρα (Κ)	[976, 1717, 1212, 1745]
cinema-listing: ΜΕΤΡΟΠΟΛΙΤΑΝ (Βουλιαγμ.) Η σφαγή του Βερινού Καλλαγκαν (Α)	[480, 967, 701, 995]
cinema-listing: ΣΠΑΝΙΑ (Πανεπιστ. - Θεμιστοκλ.) Ο επαγγελματίας (Α)	[480, 1837, 685, 1865]
cinema-listing: ΑΡΙΑ (Πλ. Αμερικής) Ο τελεξίφης (Α)	[232, 1238, 438, 1252]
theatre-listing	[502, 268, 807, 340]
cinema-listing: ΓΑΛΑΤΕΙΑ (Λεωφ. Κηφ.) Σάου Μπαγιονέτα (Α)	[232, 1482, 472, 1510]
cinema-listing: ΡΙΒΟΛΙ (Αγ.Σοφίας) Φλογερά κορίτσια (Α)	[480, 1661, 717, 1675]
cinema-listing: ΔΙΟΝΥΣΙΑ (Λ. Συγγρού) Δύο τρελοί τρελοί κρανιάζ (Κ)	[728, 1393, 965, 1421]
cinema-listing: ΚΟΡΩΝΕΤ (Παγκράτι) Γρανίτα από λεμόνι Νο3 (Α)	[480, 736, 680, 764]
cinema-listing: ΜΑΡΙΑΕΝΑ (Γερνίθεα) Γκαρσονιέρα για 10 (Κ)	[976, 1935, 1202, 1963]
theatre-details: (Κουντουριώτου και 2ας Μεραρχίας, Πασαλιμάνι, τηλ. 4231010): Ν. Αθεριινού «Ενας κόσμος	[182, 552, 492, 596]
cinema-listing: ΑΡΓΕΝΤΙΝΑ (Λεωφ. Αλεξ.) Τα καλλίτερα χρόνια της ζωής μας (Α)	[232, 1197, 462, 1224]
cinema-listing: ΟΝΤΕΟΝ (Μεσογείων) Τέρω Λοδί Πάλων (Κ)	[480, 1239, 713, 1267]
cinema-listing: ΧΑΡΑ (Τ. Πατησίων) Το σωλόνι της μαντάμ (Α)	[728, 859, 928, 886]
cinemas-column-1	[232, 696, 472, 2031]
theatre-listing	[182, 192, 492, 236]
cinema-listing: ΑΝΕΜΩΝΗ (Περιστέρι) Σεισμός στο κρεβάτι μου (Κ)	[976, 709, 1182, 737]
theatre-details: (Αμερικής 10, τηλ. 3624021): Ζαβυζένα: «Τούσο κωμωδία» Κ. Δανδουλάκη, Γ. Μιχαλακόπουλος, Γ. Μοσχίδης, Ε. Ζαστερίου.	[502, 373, 807, 417]
cinema-listing: ΚΑΜΕΛΙΑ (Αμφιάλη) Το τσακάλι του 6 λυκος (Κ-13)	[1224, 1590, 1441, 1617]
cinema-listing: ΚΑΣΤΕΛΛΑ Ο τοξίτης (Α) ΜΑΜΑΪ (Μοσχάτο) Παγίδα στην Ελλάδα—Τον θησαυρό κουβαλούνε κι παράρχες (Κ)	[1224, 1112, 1440, 1153]
cinema-listing: ΤΡΙΑ ΑΣΤΕΡΙΑ (Ν. Ηρακλ.) Απόδραση απ' τη Ν. Υόρκη (Κ)	[728, 1760, 960, 1788]
cinemas-column-4	[976, 696, 1216, 2031]
cinema-listing: ΚΑΤΕΡΙΝΑ (Χαϊδάρι) Η μεγάλη απόδραση του Μ (Κ)	[976, 1881, 1210, 1908]
cinema-listing: ΔΑΝΑΟΣ (Λεωφ. Κηφ.) Τα χαμένα ερκυστώμα (Κ)	[232, 1523, 421, 1551]
cinema-listing: ΦΟΙΒΟΣ (Περιστέρι) Το γαλάζιο νησί (Κ)	[976, 1158, 1207, 1172]
cinema-listing: ΡΕΞ (Αγ. Διον.) Το κατασπριδάκι στις μεγάλες τρέλες του (Κ)	[1224, 1220, 1437, 1248]
cinema-listing: ΑΤΤΑΛΟΣ (Πατησίων 177) Τέρω Λοδί Πάλων (Κ)	[232, 1306, 443, 1333]
cinema-listing: ΠΑΛΛΑΣ (Πασαλιμ.) Αγρια Δύση (Κ)	[1224, 1207, 1428, 1221]
cinema-listing: ΟΛΥΜΠΙΟΝ (Πασαλιμ.) Ποτέ την Κυριακή (Κ)	[1224, 1180, 1463, 1207]
cinema-listing: ΑΕΛΛΑΣ (Αμφιάλι) Το λιοντάρι της ερήμου (Κ)	[728, 1844, 926, 1872]
theatre-details: κουλουβάχατα» Ν. Βαστάρδης, Ν. Παππά, Αθ. Προδσαλής.	[502, 146, 807, 175]
cinema-listing: ΜΟΝΑ ΛΙΖΑ (Ηρακλ.) Πανικός στο σχολείο (Κ)	[1224, 696, 1422, 723]
cinema-listing: ΦΙΛΙΠ (Λευκωσίας - Κύπρου θερινό) Λουϊ Νιτ Φινές η ασουλλημένη σεβιαοτ (Α)	[728, 804, 959, 832]
theatre-details: (ΚΕΝΤΡΙΚΗ ΣΚΗΝΗ) «Γάμος του Λόρκα». Κυρ. 6 και 9 μ.μ.	[502, 418, 807, 448]
cinema-listing: ΕΛΣΗ (Ν. Σμύρνη) Καλιφόρνια (Κ-13)	[728, 1420, 940, 1434]
cinema-listing: ΜΟΣΧΑΤΟ (Ηλ. σταθμός Μοσχάτου) Μας έχουν στη μπόρα (Κ)	[1224, 1153, 1459, 1180]
cinema-listing: ΣΕΛΕΚΤ (Πατησίων) Το αποκόμμα του μοναστηριού (Κ)	[480, 1729, 697, 1756]
cinema-listing: ΑΝΤΑΜΣ (Αιγάλεω) Φριγανατιών Τζόφηρ (Κ)	[728, 1081, 962, 1108]
cinema-listing: στις μεγάλες τρέλες του (Κ)	[976, 696, 1134, 709]
cinema-listing: ΑΘΗΝΑΙΑ (Χάριτος-Κολωνάκι) Η χαμένη τιμή της Κατερίνας Μπλουμ (Α)	[232, 857, 463, 885]
theatre-details: (Ιπποκράτους 9 - 11, τηλ. 3614481 - 3614530): Θίασος Σπ. Καλογήρου, μουσική κωμωδία Κ. Παπακήτου «Κατσίκας στο σπίτι μου», Τρ. Παρ. Σαβ., Κυρ. 9.45' μ.μ. Τετ. Πεμπ. Σαβ. Κυρ. 7.00' μ.μ.	[182, 282, 492, 341]
cinema-listing: ΟΠΑΔΙΑ (Ταύρος) Κέρατο στο κέρατο (Κ)	[728, 1665, 959, 1679]
cinema-listing: ΕΦΗ (Αγ. Ιεροθ.) Κέννεμπαλ (Κ)	[976, 1826, 1156, 1840]
cinema-listing: ΣΤΑΡ (Αγ. Κων/νου) Καράτε-Περιπέτεια διακοπές	[480, 1783, 703, 1811]
theatre-name: ΒΕΑΚΗ	[502, 177, 550, 191]
cinema-listing: ΑΘΜΟΝΟΝ (Αμαρούσιον) Καλυγόλας Α.	[976, 1282, 1203, 1296]
theatre-details: (Ευελπίδων 47 τηλ. 88.27.201): Δ. Καλλάτου «Ο Αγιος Πρεβίζης». Κ. Καραγιώργος, Ελ. Μόσχη.	[1145, 207, 1455, 252]
cinema-listing: ΚΑΛΙΦΟΡΝΙΑ (Αγ. Σοφία) Η νονά (Κ)	[1224, 1576, 1432, 1590]
theatre-name: ΚΑΛΟΥΤΑ	[830, 386, 901, 400]
cinema-listing: ΙΝΤΕΑΛ (Πανεπιστ.) Τζάκι Τσαν μπουλντόζα (Σεξ)	[232, 1836, 416, 1863]
cinema-listing: ΔΙΑΝΑ (Πλ. Αττικής) Η πιο τρελή ιστορία του κόσμου (Κ)	[728, 1366, 962, 1394]
theatre-name: ΚΥΒΟΣ	[830, 551, 883, 565]
theatre-listing	[182, 237, 492, 281]
cinema-listing: ΑΣΤΡΟΝ (Βουλιαγμ.) Μάτια τρόμου (Α)	[232, 1292, 454, 1306]
cinema-listing: ΡΑΔΙΟ ΣΙΤΥ (Πατησίων) Υπέροχοι ελέγς και τα κουλουβάχατα της κουνινίας (Α)	[480, 1538, 706, 1566]
cinema-listing: ΚΑΝΑΡΙΑ (Ηλιούπολ.) Σεξοκυνηγός (Κ)	[728, 1529, 949, 1543]
cinema-listing: ΕΛΕΝΑ (Περιστέρι) Ο τρεχούμενος Βαρβάρος (Κ)	[976, 872, 1173, 900]
cinema-listing: ΖΕΑ (Πασαλιμ. 194) στο νησί των χέλλυγουντ παρακάλα (Κ)	[1224, 1057, 1416, 1085]
cinema-listing: ΑΝΝΑ ΝΤΟΡ (Γλυφάδα) Το κατασπριδάσι	[728, 1926, 963, 1940]
theatre-name: ΒΕΜΠΟ	[502, 237, 557, 251]
cinema-listing: ΜΕΤΡΟΠΟΛ (Θέρος 18 Πατησίων) Τα καλύτερα χρόνια	[480, 1076, 693, 1104]
cinema-listing: ΕΣΠΕΡΙΑ (Νέα Σμύρνη) Βρώμικη κοδέλια (Κ)	[232, 1700, 465, 1727]
theatre-listing	[502, 419, 807, 448]
cinema-listing: ΑΧΑΡΝΙΣ (Μενίδι) 40 εκατ. δολλάρια στη φωλιά των καρχαριών (Κ)	[976, 1636, 1211, 1663]
cinema-listing: ΛΟΥΞ (Ταμπούρια) Παγίδα στην Ελλάδα (Κ-13)	[1224, 1685, 1452, 1713]
cinema-listing: ΟΣΚΑΡ (Αχαρνών) Ασσος στο χερτί καινούργια ανοιχτά (Κ-13)	[480, 1321, 679, 1348]
cinema-listing: ΠΑΡΙΣ (Καλλιθέα) Εκτελεστές για λίγα δολλάρια (Κ)	[480, 1457, 702, 1484]
theatre-details: (Καρόλου 18, τηλ. 5223453): Ελεύθερη Σκηνή «Αλλαγή κι απάνω τσόρλα». Επιθεώρηση.	[502, 236, 807, 266]
cinema-listing: ΑΚΡΟΠΟΛ (Κορυδαλλός) Γείτονες της συνοριακής (Κ)	[1224, 1413, 1439, 1441]
theatre-listing	[1145, 373, 1455, 431]
cinema-listing: ΑΕΝΑ (Πέραμα) Το κατασφοιδάκι στις μεγάλες τρέλες του (Κ)	[1224, 1851, 1442, 1878]
cinema-listing: ΠΟΛΕΝΑ (Αν. Πατήσια) Το σαύνα (Κ)	[976, 1076, 1188, 1090]
cinema-listing: ΚΥΠΡΟΣ (Περιστέρι) Τζέιμς Μπόντ πράκτωρ 007 για τα μάτια σου μόνο (Κ)	[976, 927, 1200, 954]
cinema-listing: ΠΑΝΟΡΑΜΑ (Καλλιθέα) Τζώκ Τσαν τα σακί και με τα σιδερένια χέρι (Κ)	[728, 1706, 947, 1733]
page-headline: ΠΟΥ ΘΑ ΠΑΙ	[1130, 49, 1547, 122]
cinema-listing: ΑΛΕΞΑΝΔΡΟΣ (Γαλάτσι) Καμικαζί τσακωνς (Κ)	[728, 1899, 924, 1926]
cinema-listing: ΦΙΛΙΠ (Πλ. Αμερικής) Οι δρόμοι της σιωπής (Κ)	[728, 777, 931, 805]
theatre-listing	[1145, 162, 1455, 206]
cinema-listing: ΑΦΡΟΔΙΤΗ (Σούρμενα) Η μεγάλη απόδραση του Μ (Κ)	[976, 1609, 1163, 1636]
piraeus-heading: Πειραιά	[1288, 928, 1400, 959]
